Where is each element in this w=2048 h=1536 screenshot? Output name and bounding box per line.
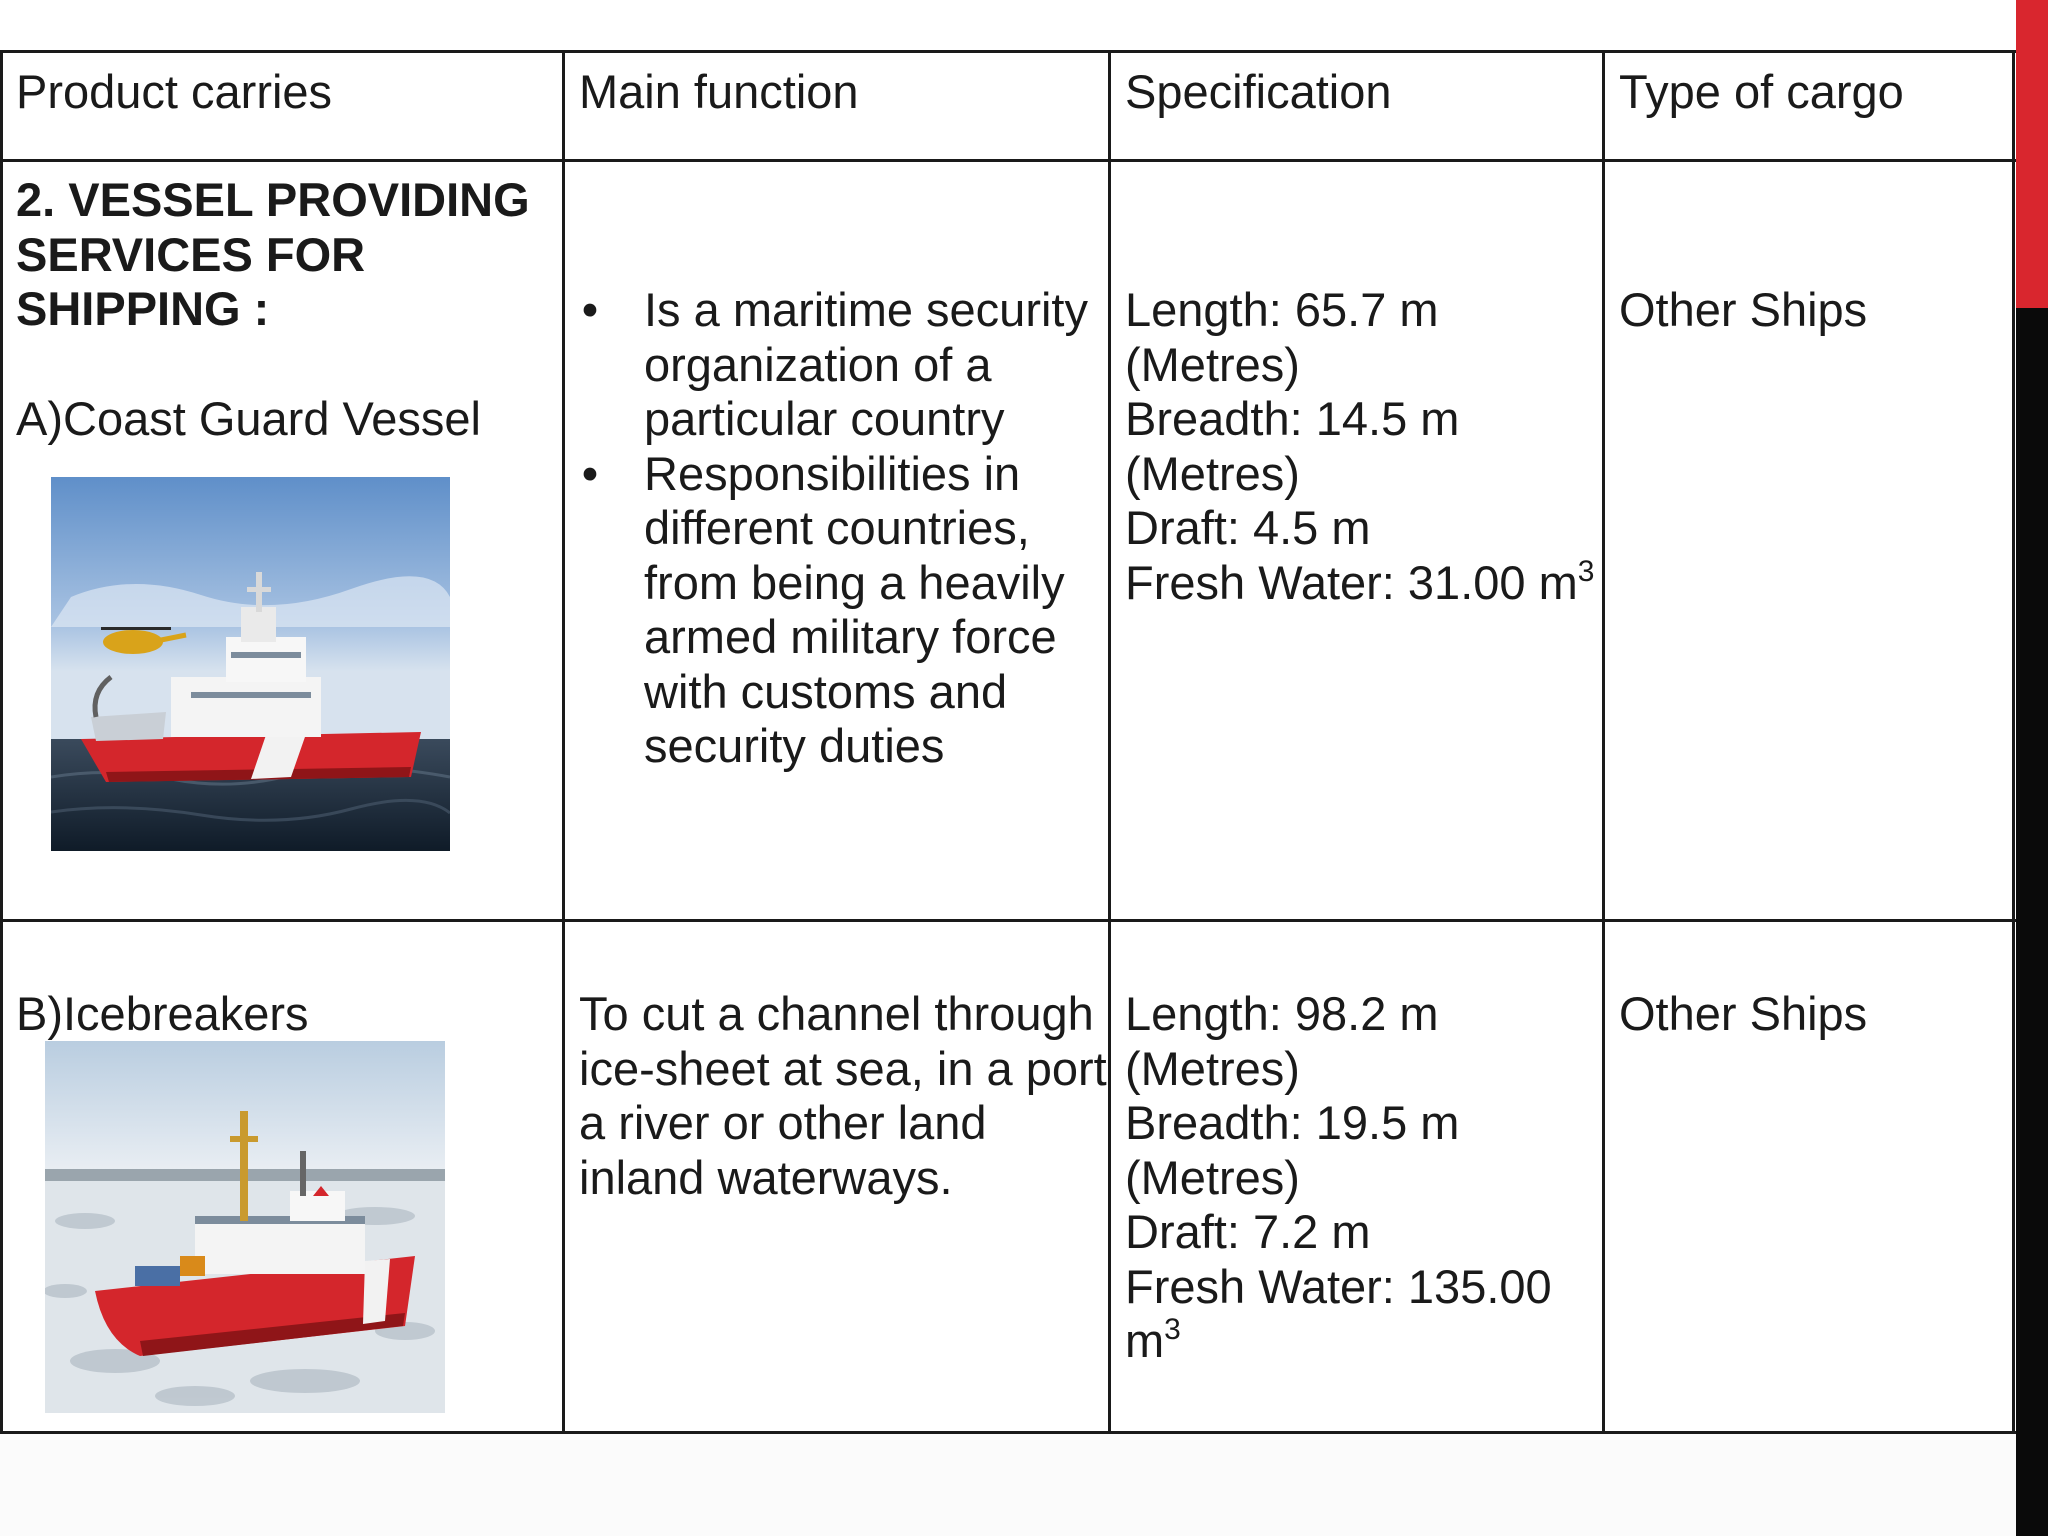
- coast-guard-function-item-1: • Is a maritime security organization of a particular country: [579, 283, 1099, 447]
- spec-draft: Draft: 7.2 m: [1125, 1205, 1371, 1258]
- spec-draft: Draft: 4.5 m: [1125, 501, 1371, 554]
- header-main-function: Main function: [579, 65, 859, 118]
- bullet-glyph: •: [581, 283, 599, 336]
- bullet-glyph: •: [581, 446, 599, 500]
- spec-length-unit: (Metres): [1125, 337, 1300, 391]
- table-col-line-1: [562, 50, 565, 1434]
- header-type-of-cargo: Type of cargo: [1619, 65, 1904, 118]
- spec-breadth-unit: (Metres): [1125, 446, 1300, 500]
- coast-guard-cargo: Other Ships: [1619, 283, 1868, 336]
- icebreaker-photo: [45, 1041, 445, 1413]
- bottom-shade: [0, 1433, 2016, 1536]
- spec-fresh-water-unit: $m^3$: [1125, 1313, 1181, 1367]
- accent-bar-black: [2016, 308, 2048, 1536]
- coast-guard-function-item-2: • Responsibilities in different countries, from being a heavily armed military force with customs and security duties: [579, 447, 1099, 774]
- product-coast-guard-vessel: A)Coast Guard Vessel: [16, 392, 481, 445]
- spec-breadth: Breadth: 14.5 m: [1125, 392, 1460, 445]
- table-border-top: [0, 50, 2016, 53]
- spec-fresh-water: Fresh Water: 31.00 $m^3$: [1125, 554, 1595, 609]
- spec-length: Length: 98.2 m: [1125, 987, 1439, 1040]
- table-col-line-0: [0, 50, 3, 1434]
- spec-breadth-unit: (Metres): [1125, 1150, 1300, 1204]
- spec-breadth: Breadth: 19.5 m: [1125, 1096, 1460, 1149]
- header-product-carries: Product carries: [16, 65, 333, 118]
- table-border-row: [0, 919, 2016, 922]
- accent-bar-red: [2016, 0, 2048, 308]
- icebreaker-function: To cut a channel through ice-sheet at sea, in a port a river or other land inland waterways.: [579, 987, 1107, 1204]
- table-border-header: [0, 159, 2016, 162]
- table-col-line-4: [2012, 50, 2015, 1434]
- table-col-line-3: [1602, 50, 1605, 1434]
- table-col-line-2: [1108, 50, 1111, 1434]
- icebreaker-specification: [1125, 987, 1552, 1369]
- product-icebreakers: B)Icebreakers: [16, 987, 309, 1040]
- spec-length: Length: 65.7 m: [1125, 283, 1439, 336]
- icebreaker-cargo: Other Ships: [1619, 987, 1868, 1040]
- coast-guard-function-list: [579, 283, 1099, 774]
- table-border-bottom: [0, 1431, 2016, 1434]
- coast-guard-specification: [1125, 283, 1594, 610]
- header-specification: Specification: [1125, 65, 1392, 118]
- section-title: 2. VESSEL PROVIDING SERVICES FOR SHIPPING :: [16, 173, 530, 335]
- spec-length-unit: (Metres): [1125, 1041, 1300, 1095]
- spec-fresh-water: Fresh Water: 135.00: [1125, 1259, 1552, 1313]
- coast-guard-vessel-photo: [51, 477, 450, 851]
